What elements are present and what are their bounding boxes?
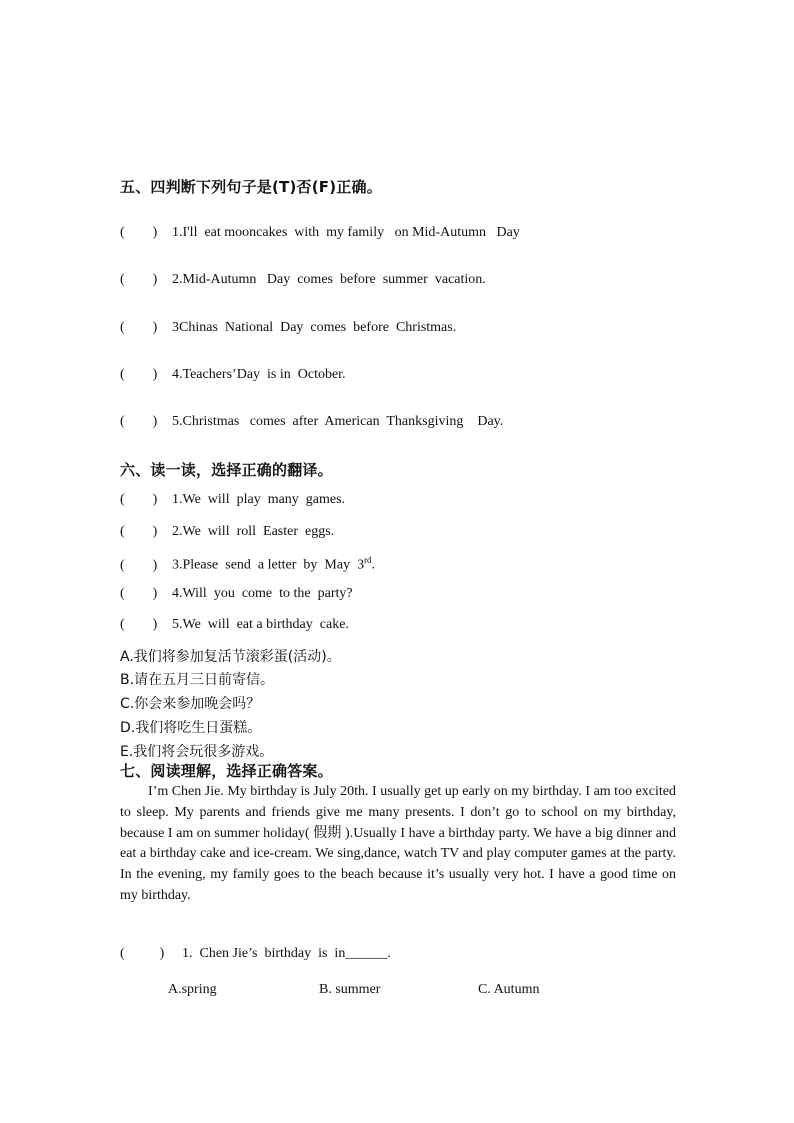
judge-text: 5.Christmas comes after American Thanksgiving Day. <box>172 414 504 429</box>
translate-item-2 <box>120 524 334 540</box>
ordinal-suffix: rd <box>364 555 372 565</box>
sentence-text: 5.We will eat a birthday cake. <box>172 617 349 632</box>
answer-blank[interactable]: ( ) <box>120 414 158 429</box>
judge-text: 3Chinas National Day comes before Christmas. <box>172 320 457 335</box>
answer-blank[interactable]: ( ) <box>120 367 158 382</box>
judge-text: 1.I'll eat mooncakes with my family on Mid-Autumn Day <box>172 225 520 240</box>
answer-blank[interactable]: ( ) <box>120 586 158 601</box>
sentence-text: 2.We will roll Easter eggs. <box>172 524 335 539</box>
option-e: E.我们将会玩很多游戏。 <box>120 744 274 760</box>
sentence-period: . <box>371 557 376 573</box>
answer-blank[interactable]: ( ) <box>120 225 158 240</box>
judge-item-5 <box>120 414 503 430</box>
translate-item-3 <box>120 555 375 574</box>
question-text: 1. Chen Jie’s birthday is in______. <box>182 946 391 961</box>
option-d: D.我们将吃生日蛋糕。 <box>120 720 262 736</box>
answer-blank[interactable]: ( ) <box>120 617 158 632</box>
option-b: B.请在五月三日前寄信。 <box>120 672 275 688</box>
translate-item-1 <box>120 492 345 508</box>
reading-passage: I’m Chen Jie. My birthday is July 20th. I usually get up early on my birthday. I am too excited to sleep. My parents and friends give me many presents. I don’t go to school on my birthday, because I am on summer holiday( 假期 ).Usually I have a birthday party. We have a big dinner and eat a birthday cake and ice-cream. We sing,dance, watch TV and play computer games at the party. In the evening, my family goes to the beach because it’s usually very hot. I have a good time on my birthday. <box>120 784 676 903</box>
choice-a: A.spring <box>168 982 217 997</box>
answer-blank[interactable]: ( ) <box>120 272 158 287</box>
answer-blank[interactable]: ( ) <box>120 946 165 961</box>
judge-text: 2.Mid-Autumn Day comes before summer vacation. <box>172 272 486 287</box>
section-7-heading: 七、阅读理解，选择正确答案。 <box>120 762 333 780</box>
option-c: C.你会来参加晚会吗？ <box>120 696 261 712</box>
option-a: A.我们将参加复活节滚彩蛋(活动)。 <box>120 649 341 665</box>
sentence-text: 1.We will play many games. <box>172 492 346 507</box>
judge-item-1 <box>120 225 520 241</box>
translate-item-5 <box>120 617 349 633</box>
choice-c: C. Autumn <box>478 982 540 997</box>
answer-blank[interactable]: ( ) <box>120 492 158 507</box>
question-1 <box>120 946 391 962</box>
sentence-text: 4.Will you come to the party? <box>172 586 353 601</box>
section-5-heading: 五、四判断下列句子是(T)否(F)正确。 <box>120 178 382 196</box>
answer-blank[interactable]: ( ) <box>120 320 158 335</box>
translate-item-4 <box>120 586 353 602</box>
judge-item-4 <box>120 367 346 383</box>
judge-text: 4.Teachers’Day is in October. <box>172 367 346 382</box>
section-6-heading: 六、读一读，选择正确的翻译。 <box>120 461 333 479</box>
judge-item-2 <box>120 272 486 288</box>
answer-blank[interactable]: ( ) <box>120 557 158 573</box>
choice-b: B. summer <box>319 982 381 997</box>
answer-blank[interactable]: ( ) <box>120 524 158 539</box>
judge-item-3 <box>120 320 456 336</box>
sentence-text: 3.Please send a letter by May 3 <box>172 557 365 573</box>
